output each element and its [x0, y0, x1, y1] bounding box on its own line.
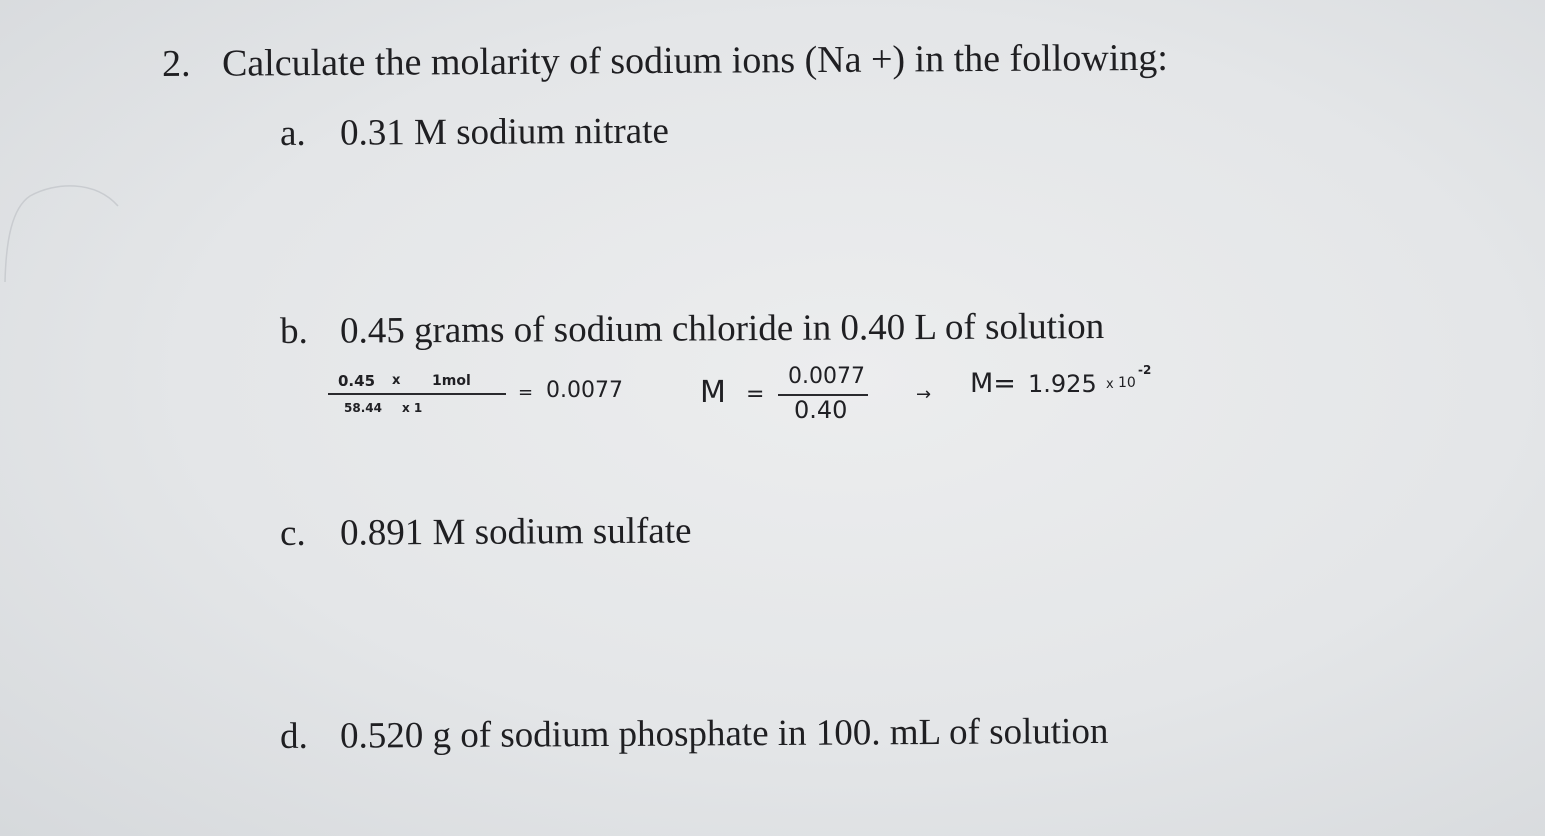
final-base: 10	[1118, 375, 1136, 391]
equals-1: =	[518, 382, 534, 403]
frac2-numerator: 0.0077	[788, 364, 865, 389]
item-a	[280, 110, 669, 155]
item-letter: c.	[279, 512, 306, 554]
result-1: 0.0077	[546, 378, 623, 403]
item-letter: a.	[279, 112, 306, 154]
final-exponent: -2	[1138, 363, 1152, 377]
final-times: x	[1106, 377, 1114, 392]
equals-2: =	[746, 382, 765, 407]
item-text: 0.45 grams of sodium chloride in 0.40 L of solution	[339, 305, 1105, 352]
frac1-denominator-b: x 1	[402, 401, 423, 415]
frac1-numerator-b: 1mol	[432, 373, 471, 389]
frac1-bar	[328, 393, 506, 395]
molarity-symbol: M	[700, 375, 726, 410]
frac1-numerator-a: 0.45	[338, 372, 376, 390]
handwritten-work	[320, 360, 1200, 430]
item-d	[280, 710, 1109, 758]
frac1-denominator-a: 58.44	[344, 401, 382, 415]
item-text: 0.520 g of sodium phosphate in 100. mL of solution	[339, 710, 1109, 757]
item-b	[280, 305, 1104, 353]
question-number: 2.	[161, 42, 191, 85]
item-letter: b.	[279, 310, 308, 352]
arrow-icon: →	[916, 384, 932, 405]
final-mantissa: 1.925	[1028, 370, 1097, 398]
frac1-times: x	[392, 373, 401, 388]
paper-curl-mark	[0, 0, 140, 300]
item-c	[280, 509, 692, 555]
item-text: 0.31 M sodium nitrate	[339, 110, 669, 154]
frac2-denominator: 0.40	[794, 396, 848, 424]
question-text: Calculate the molarity of sodium ions (Na +) in the following:	[221, 36, 1169, 85]
final-lhs: M=	[970, 368, 1016, 399]
item-letter: d.	[279, 715, 308, 757]
item-text: 0.891 M sodium sulfate	[339, 510, 692, 554]
question-heading	[162, 36, 1168, 86]
